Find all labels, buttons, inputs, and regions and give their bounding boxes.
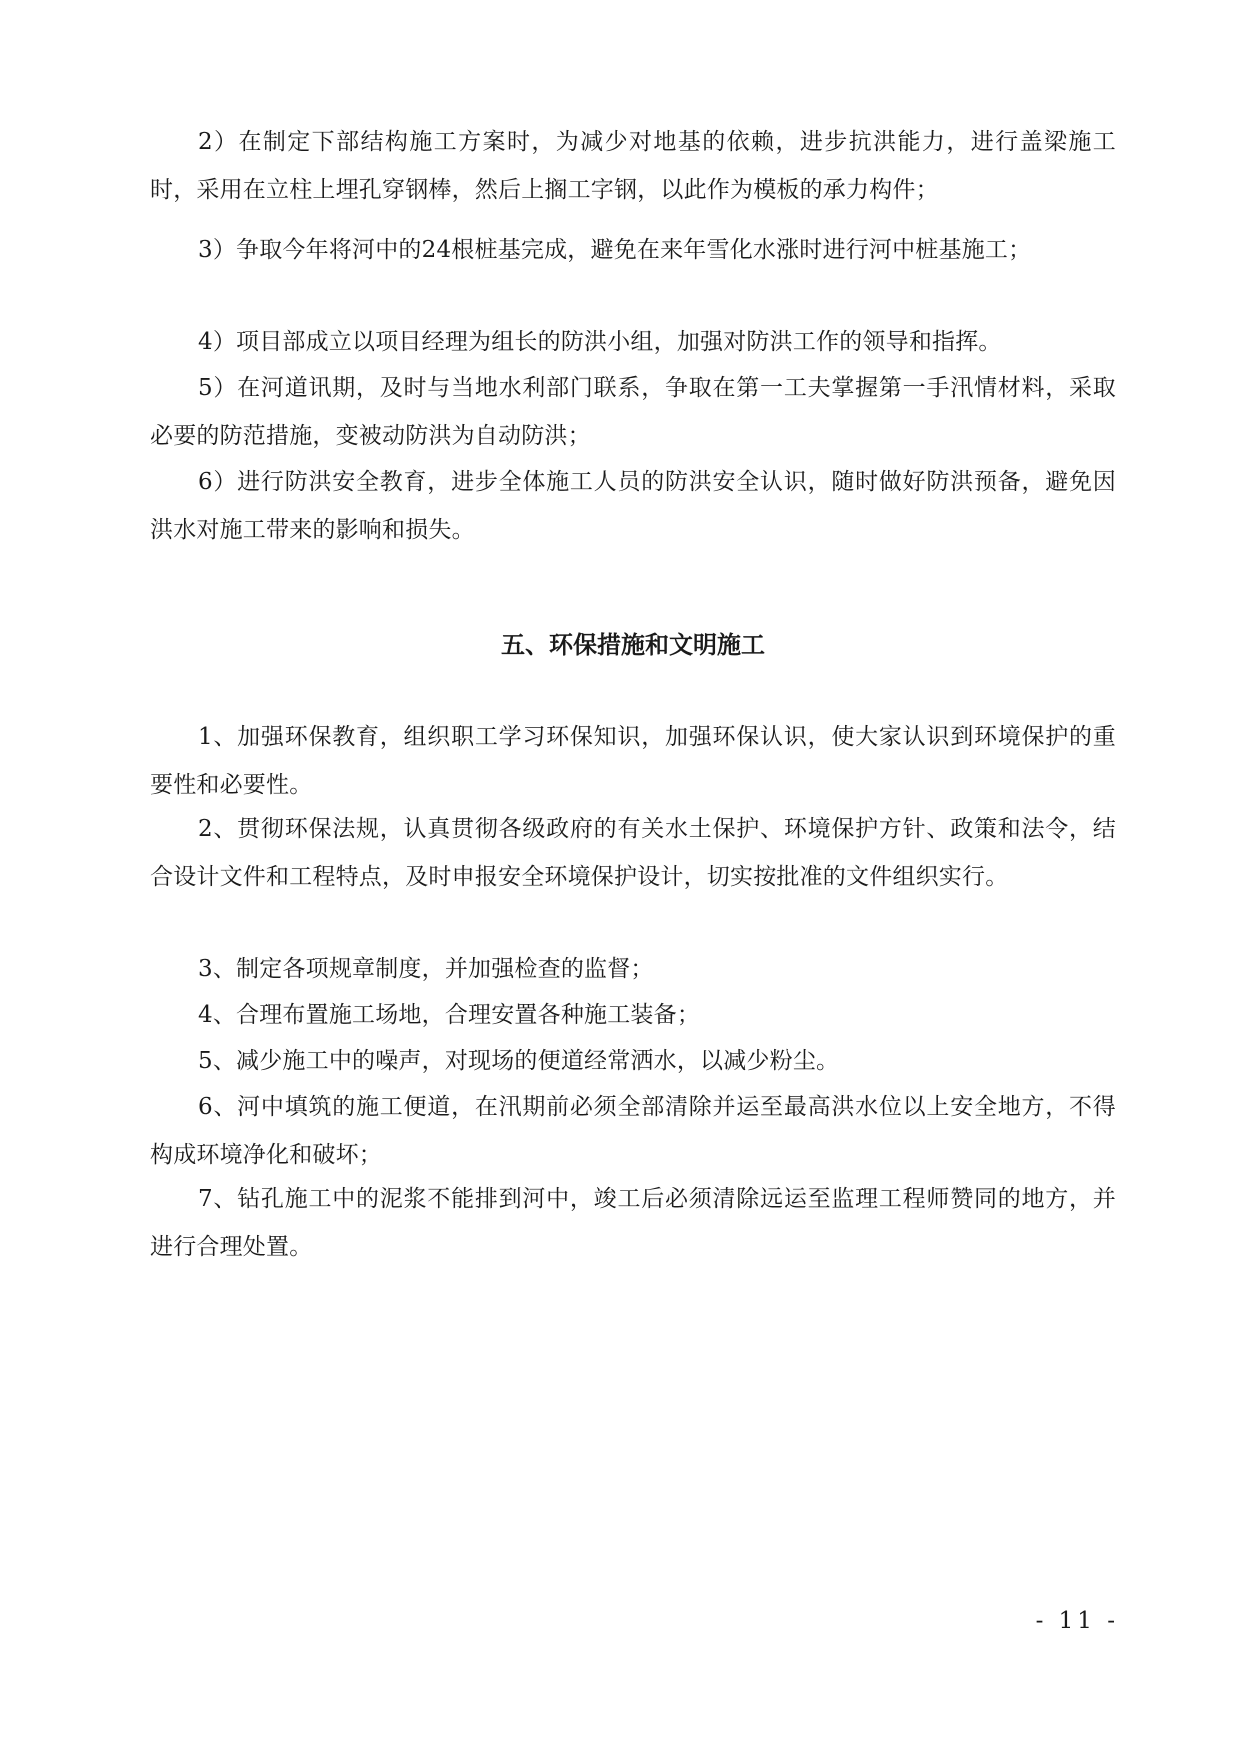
flood-measure-2: 2）在制定下部结构施工方案时，为减少对地基的依赖，进步抗洪能力，进行盖梁施工时，采用在立柱上埋孔穿钢棒，然后上搁工字钢，以此作为模板的承力构件； (150, 129, 1116, 203)
env-measure-1: 1、加强环保教育，组织职工学习环保知识，加强环保认识，使大家认识到环境保护的重要性和必要性。 (150, 724, 1116, 798)
env-measure-6: 6、河中填筑的施工便道，在汛期前必须全部清除并运至最高洪水位以上安全地方，不得构成环境净化和破坏； (150, 1094, 1116, 1168)
flood-measure-5: 5）在河道讯期，及时与当地水利部门联系，争取在第一工夫掌握第一手汛情材料，采取必要的防范措施，变被动防洪为自动防洪； (150, 375, 1116, 449)
flood-measure-3: 3）争取今年将河中的24根桩基完成，避免在来年雪化水涨时进行河中桩基施工； (198, 237, 1032, 263)
env-measure-4: 4、合理布置施工场地，合理安置各种施工装备； (198, 1002, 701, 1028)
flood-measure-6: 6）进行防洪安全教育，进步全体施工人员的防洪安全认识，随时做好防洪预备，避免因洪水对施工带来的影响和损失。 (150, 469, 1116, 543)
env-measure-5: 5、减少施工中的噪声，对现场的便道经常洒水，以减少粉尘。 (198, 1048, 840, 1074)
page-number: - 11 - (1035, 1608, 1119, 1634)
env-measure-7: 7、钻孔施工中的泥浆不能排到河中，竣工后必须清除远运至监理工程师赞同的地方，并进行合理处置。 (150, 1186, 1116, 1260)
section-title: 五、环保措施和文明施工 (501, 631, 765, 659)
env-measure-2: 2、贯彻环保法规，认真贯彻各级政府的有关水土保护、环境保护方针、政策和法令，结合设计文件和工程特点，及时申报安全环境保护设计，切实按批准的文件组织实行。 (150, 816, 1116, 890)
env-measure-3: 3、制定各项规章制度，并加强检查的监督； (198, 956, 654, 982)
flood-measure-4: 4）项目部成立以项目经理为组长的防洪小组，加强对防洪工作的领导和指挥。 (198, 329, 1002, 355)
